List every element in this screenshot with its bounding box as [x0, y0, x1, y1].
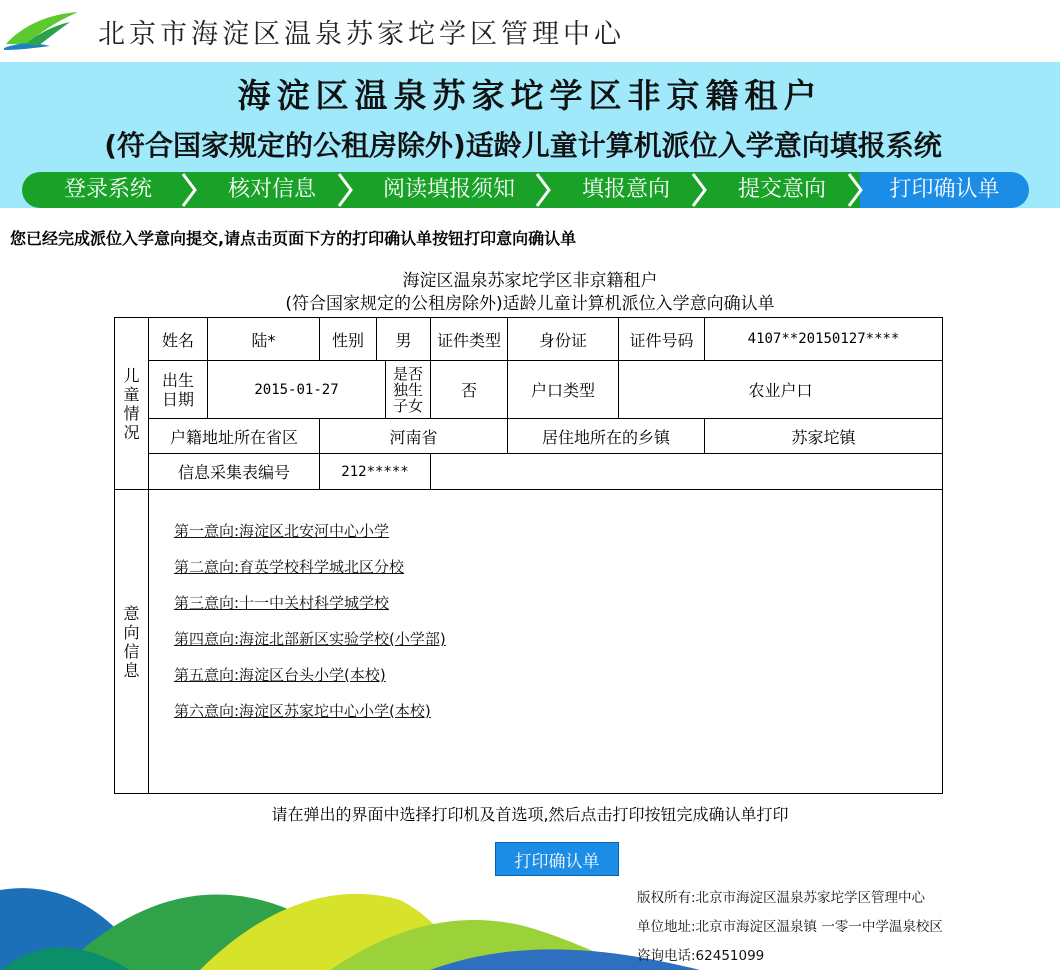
only-child-label: 是否 独生 子女	[385, 360, 431, 419]
section-label-preference-info: 意 向 信 息	[114, 489, 149, 794]
preference-link-3[interactable]: 第三意向:十一中关村科学城学校	[174, 593, 390, 612]
id-type-value: 身份证	[507, 317, 619, 361]
collection-number-label: 信息采集表编号	[148, 453, 320, 490]
residence-town-label: 居住地所在的乡镇	[507, 418, 705, 454]
residence-town-value: 苏家坨镇	[704, 418, 943, 454]
step-progress-bar	[22, 172, 1029, 208]
footer-copyright: 版权所有:北京市海淀区温泉苏家坨学区管理中心	[637, 890, 926, 906]
org-title: 北京市海淀区温泉苏家坨学区管理中心	[98, 19, 625, 50]
step-print-confirmation-label: 打印确认单	[889, 177, 1000, 202]
gender-label: 性别	[319, 317, 377, 361]
only-child-value: 否	[430, 360, 508, 419]
form-title-line2: (符合国家规定的公租房除外)适龄儿童计算机派位入学意向确认单	[285, 294, 775, 314]
completion-notice: 您已经完成派位入学意向提交,请点击页面下方的打印确认单按钮打印意向确认单	[10, 229, 577, 248]
chevron-right-icon	[178, 172, 200, 208]
step-fill-preference[interactable]	[548, 172, 704, 208]
step-print-confirmation[interactable]	[860, 172, 1029, 208]
hukou-province-label: 户籍地址所在省区	[148, 418, 320, 454]
chevron-right-icon	[688, 172, 710, 208]
footer-info	[637, 884, 943, 971]
footer-address: 单位地址:北京市海淀区温泉镇 一零一中学温泉校区	[637, 919, 943, 935]
hukou-type-value: 农业户口	[618, 360, 943, 419]
print-hint: 请在弹出的界面中选择打印机及首选项,然后点击打印按钮完成确认单打印	[271, 805, 789, 824]
preference-link-4[interactable]: 第四意向:海淀北部新区实验学校(小学部)	[174, 629, 446, 648]
hukou-province-value: 河南省	[319, 418, 508, 454]
print-confirmation-button[interactable]: 打印确认单	[495, 842, 619, 876]
id-type-label: 证件类型	[430, 317, 508, 361]
birth-date-label: 出生 日期	[148, 360, 208, 419]
step-submit-preference[interactable]	[704, 172, 860, 208]
step-verify[interactable]	[194, 172, 350, 208]
preference-link-2[interactable]: 第二意向:育英学校科学城北区分校	[174, 557, 405, 576]
system-title-line1: 海淀区温泉苏家坨学区非京籍租户	[237, 76, 823, 115]
step-login[interactable]	[22, 172, 194, 208]
step-read-notice[interactable]	[350, 172, 548, 208]
preference-link-6[interactable]: 第六意向:海淀区苏家坨中心小学(本校)	[174, 701, 431, 720]
preference-list	[174, 522, 446, 738]
gender-value: 男	[376, 317, 431, 361]
id-number-value: 4107**20150127****	[704, 317, 943, 361]
system-title-line2: (符合国家规定的公租房除外)适龄儿童计算机派位入学意向填报系统	[104, 129, 942, 162]
birth-date-value: 2015-01-27	[207, 360, 386, 419]
footer-phone: 咨询电话:62451099	[637, 948, 765, 964]
id-number-label: 证件号码	[618, 317, 705, 361]
swoosh-logo-icon	[4, 8, 80, 50]
chevron-right-icon	[532, 172, 554, 208]
preference-link-5[interactable]: 第五意向:海淀区台头小学(本校)	[174, 665, 386, 684]
hukou-type-label: 户口类型	[507, 360, 619, 419]
form-title-line1: 海淀区温泉苏家坨学区非京籍租户	[402, 271, 658, 291]
step-read-notice-label: 阅读填报须知	[382, 177, 515, 202]
section-label-child-info: 儿 童 情 况	[114, 317, 149, 490]
step-fill-preference-label: 填报意向	[581, 177, 670, 202]
chevron-right-icon	[844, 172, 866, 208]
name-value: 陆*	[207, 317, 320, 361]
step-login-label: 登录系统	[63, 177, 152, 202]
name-label: 姓名	[148, 317, 208, 361]
collection-number-value: 212*****	[319, 453, 431, 490]
empty-cell	[430, 453, 943, 490]
top-header	[0, 0, 1060, 62]
step-verify-label: 核对信息	[227, 177, 316, 202]
preference-link-1[interactable]: 第一意向:海淀区北安河中心小学	[174, 522, 390, 540]
chevron-right-icon	[334, 172, 356, 208]
decorative-hills-footer	[0, 870, 700, 970]
step-submit-preference-label: 提交意向	[737, 177, 826, 202]
